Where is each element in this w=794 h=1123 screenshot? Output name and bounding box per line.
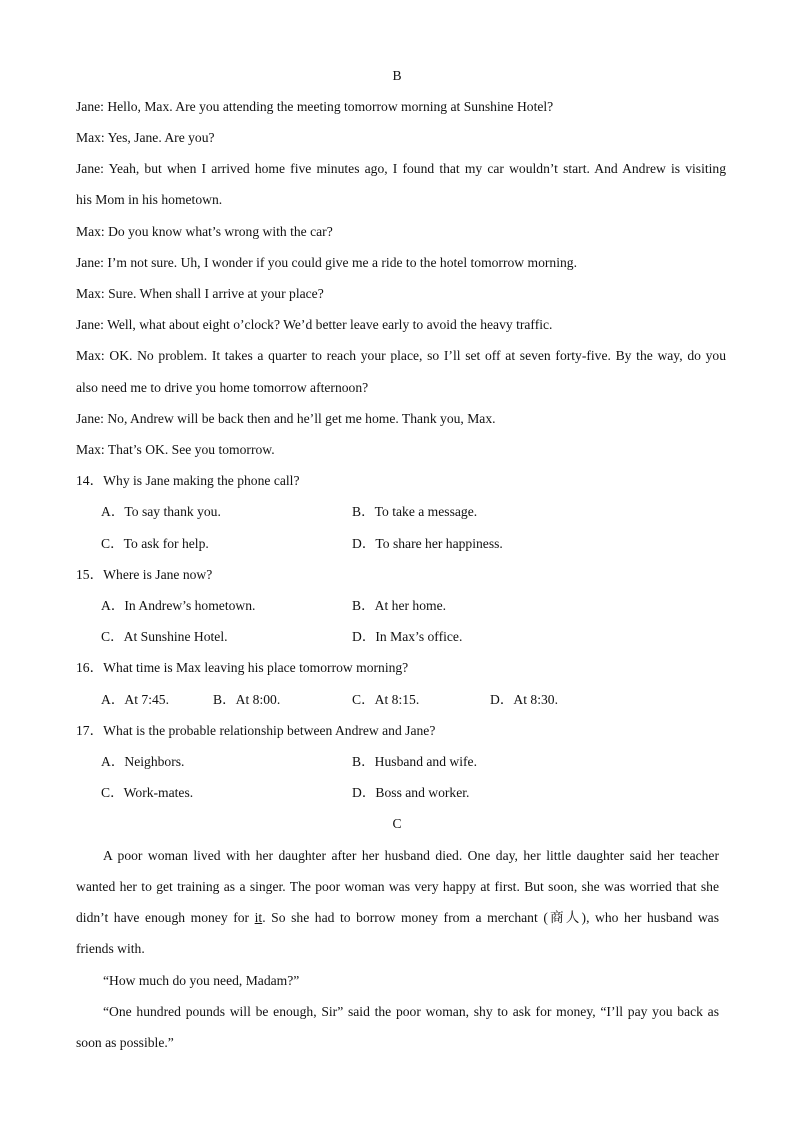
question-14-option-c: C．To ask for help. [101, 536, 209, 551]
dialogue-line: Jane: Yeah, but when I arrived home five minutes ago, I found that my car wouldn’t start. And Andrew is visiting [76, 161, 726, 176]
question-14-option-d: D．To share her happiness. [352, 536, 503, 551]
question-16-option-a: A．At 7:45. [101, 692, 169, 707]
dialogue-line: his Mom in his hometown. [76, 192, 223, 207]
question-15-stem: 15．Where is Jane now? [76, 567, 213, 582]
question-15-option-a: A．In Andrew’s hometown. [101, 598, 256, 613]
question-17-option-d: D．Boss and worker. [352, 785, 470, 800]
passage-text: . So she had to borrow money from a merchant (商人), who her husband was [262, 910, 719, 925]
passage-text: didn’t have enough money for [76, 910, 255, 925]
question-14-option-a: A．To say thank you. [101, 504, 221, 519]
section-heading-b: B [392, 68, 402, 83]
question-17-option-a: A．Neighbors. [101, 754, 185, 769]
passage-line: “One hundred pounds will be enough, Sir” said the poor woman, shy to ask for money, “I’ll pay you back as [103, 1004, 719, 1019]
dialogue-line: Jane: I’m not sure. Uh, I wonder if you could give me a ride to the hotel tomorrow morning. [76, 255, 577, 270]
dialogue-line: Max: Yes, Jane. Are you? [76, 130, 215, 145]
dialogue-line: Max: OK. No problem. It takes a quarter to reach your place, so I’ll set off at seven forty-five. By the way, do you [76, 348, 726, 363]
dialogue-line: Max: Do you know what’s wrong with the car? [76, 224, 333, 239]
question-15-option-c: C．At Sunshine Hotel. [101, 629, 228, 644]
section-heading-c: C [392, 816, 402, 831]
passage-line: friends with. [76, 941, 145, 956]
underlined-word: it [254, 910, 263, 925]
dialogue-line: Jane: No, Andrew will be back then and he’ll get me home. Thank you, Max. [76, 411, 496, 426]
dialogue-line: Max: That’s OK. See you tomorrow. [76, 442, 275, 457]
dialogue-line: Jane: Hello, Max. Are you attending the meeting tomorrow morning at Sunshine Hotel? [76, 99, 554, 114]
question-16-option-d: D．At 8:30. [490, 692, 558, 707]
dialogue-line: Jane: Well, what about eight o’clock? We’d better leave early to avoid the heavy traffic. [76, 317, 553, 332]
dialogue-line: also need me to drive you home tomorrow afternoon? [76, 380, 369, 395]
passage-line: soon as possible.” [76, 1035, 174, 1050]
passage-line: “How much do you need, Madam?” [103, 973, 300, 988]
question-14-stem: 14．Why is Jane making the phone call? [76, 473, 300, 488]
question-15-option-d: D．In Max’s office. [352, 629, 463, 644]
passage-line-with-underline [76, 910, 719, 926]
question-16-option-b: B．At 8:00. [213, 692, 281, 707]
passage-line: A poor woman lived with her daughter after her husband died. One day, her little daughter said her teacher [103, 848, 719, 863]
question-17-option-c: C．Work-mates. [101, 785, 194, 800]
question-14-option-b: B．To take a message. [352, 504, 478, 519]
question-17-option-b: B．Husband and wife. [352, 754, 477, 769]
question-15-option-b: B．At her home. [352, 598, 447, 613]
question-17-stem: 17．What is the probable relationship between Andrew and Jane? [76, 723, 436, 738]
question-16-stem: 16．What time is Max leaving his place tomorrow morning? [76, 660, 409, 675]
question-16-option-c: C．At 8:15. [352, 692, 420, 707]
passage-line: wanted her to get training as a singer. The poor woman was very happy at first. But soon, she was worried that she [76, 879, 719, 894]
dialogue-line: Max: Sure. When shall I arrive at your place? [76, 286, 324, 301]
